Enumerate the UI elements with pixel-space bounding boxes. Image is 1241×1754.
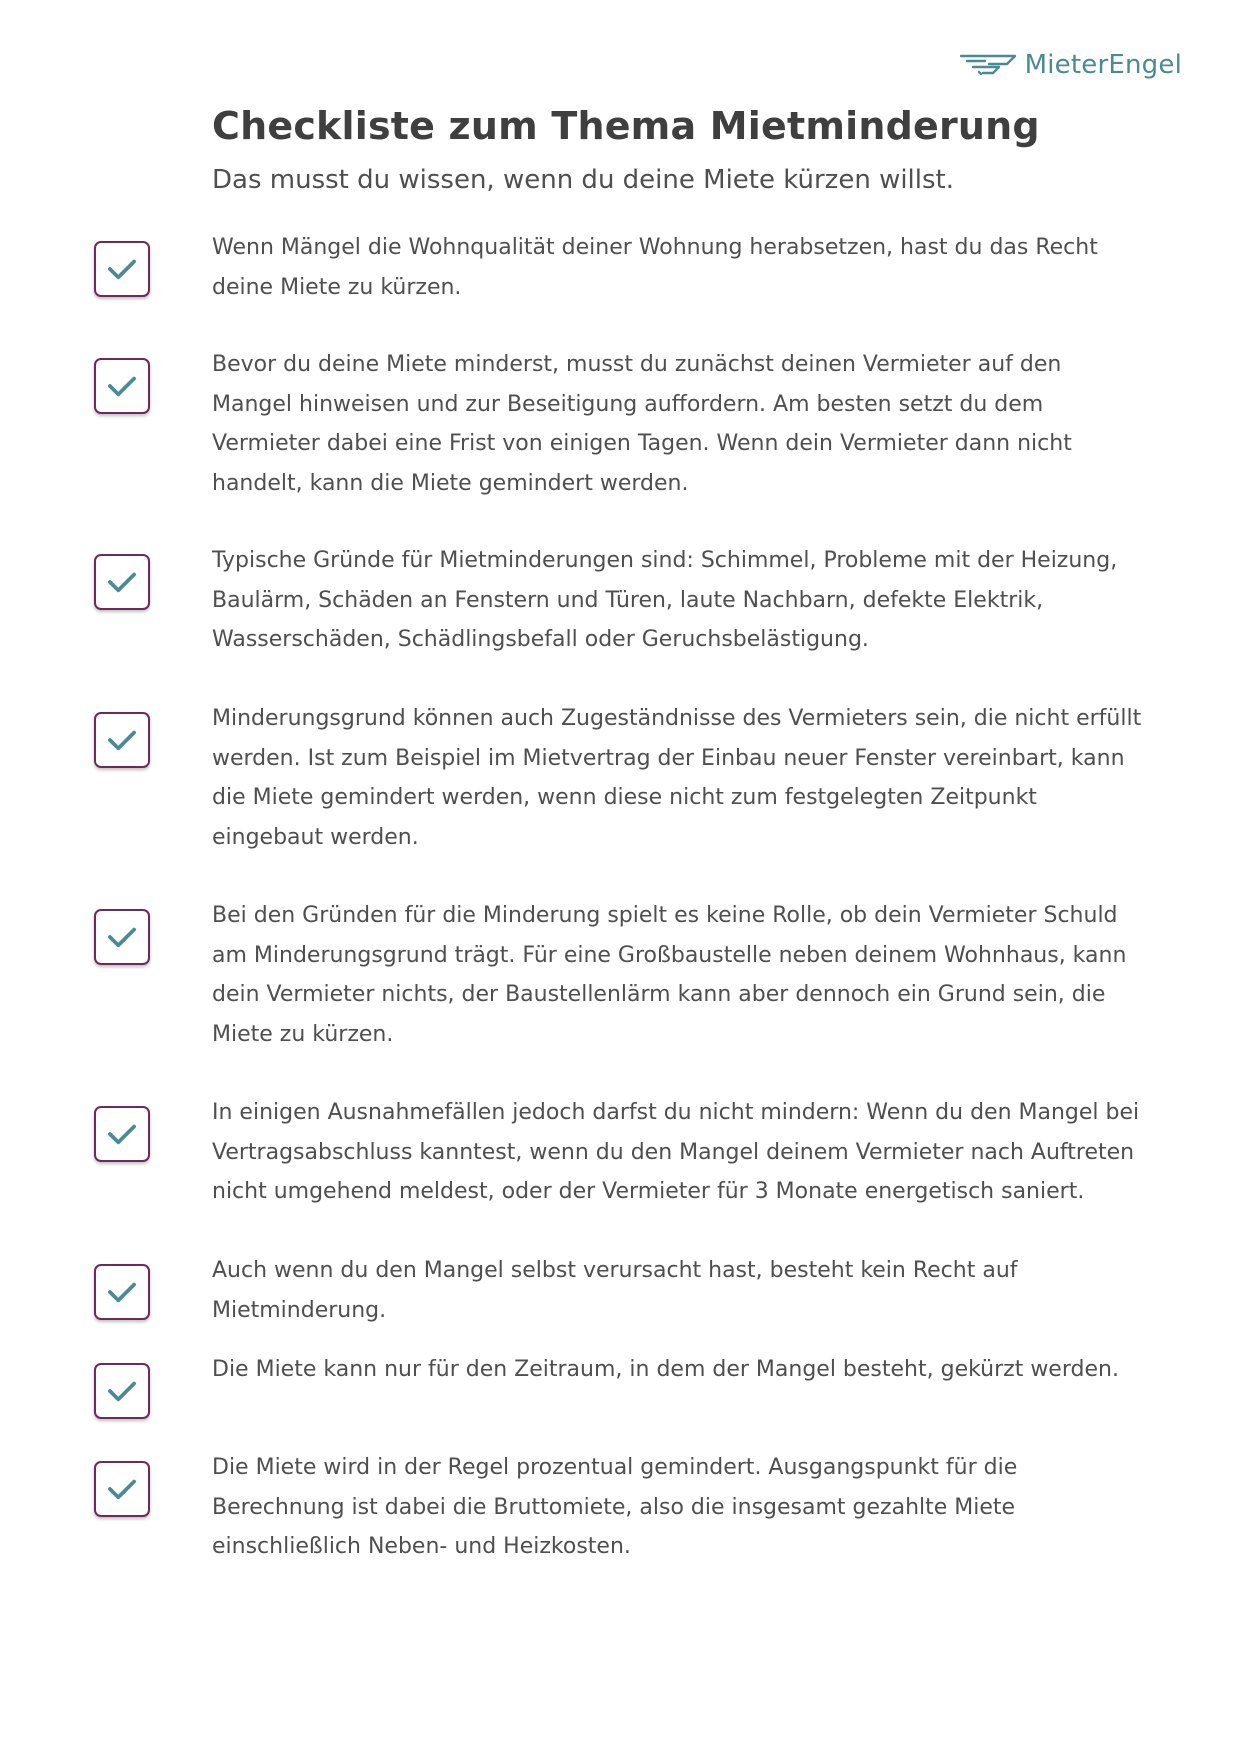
brand-name: MieterEngel [1024,50,1182,80]
page-title: Checkliste zum Thema Mietminderung [212,104,1040,148]
checkbox[interactable] [94,241,150,297]
brand-logo [959,50,1182,80]
checkmark-icon [96,1463,148,1515]
checklist-item-text: Die Miete wird in der Regel prozentual gemindert. Ausgangspunkt für die Berechnung ist dabei die Bruttomiete, also die insgesamt gezahlte Miete einschließlich Neben- und Heizkosten. [212,1455,1018,1559]
checkbox[interactable] [94,358,150,414]
checkbox[interactable] [94,1363,150,1419]
checklist-item-text: In einigen Ausnahmefällen jedoch darfst du nicht mindern: Wenn du den Mangel bei Vertragsabschluss kanntest, wenn du den Mangel deinem Vermieter nach Auftreten nicht umgehend meldest, oder der Vermieter für 3 Monate energetisch saniert. [212,1100,1140,1204]
checkbox[interactable] [94,1461,150,1517]
page-subtitle: Das musst du wissen, wenn du deine Miete kürzen willst. [212,165,955,195]
checklist-item-text: Die Miete kann nur für den Zeitraum, in dem der Mangel besteht, gekürzt werden. [212,1357,1119,1382]
checkmark-icon [96,714,148,766]
checklist-item-text: Typische Gründe für Mietminderungen sind: Schimmel, Probleme mit der Heizung, Baulärm, Schäden an Fenstern und Türen, laute Nachbarn, defekte Elektrik, Wasserschäden, Schädlingsbefall oder Geruchsbelästigung. [212,548,1118,652]
checkmark-icon [96,911,148,963]
checkbox[interactable] [94,1264,150,1320]
checkmark-icon [96,243,148,295]
checklist-item-text: Bevor du deine Miete minderst, musst du zunächst deinen Vermieter auf den Mangel hinweisen und zur Beseitigung auffordern. Am besten setzt du dem Vermieter dabei eine Frist von einigen Tagen. Wenn dein Vermieter dann nicht handelt, kann die Miete gemindert werden. [212,352,1072,496]
checkmark-icon [96,360,148,412]
checkbox[interactable] [94,554,150,610]
checkbox[interactable] [94,909,150,965]
checklist-item-text: Bei den Gründen für die Minderung spielt es keine Rolle, ob dein Vermieter Schuld am Minderungsgrund trägt. Für eine Großbaustelle neben deinem Wohnhaus, kann dein Vermieter nichts, der Baustellenlärm kann aber dennoch ein Grund sein, die Miete zu kürzen. [212,903,1127,1047]
checklist-item-text: Minderungsgrund können auch Zugeständnisse des Vermieters sein, die nicht erfüllt werden. Ist zum Beispiel im Mietvertrag der Einbau neuer Fenster vereinbart, kann die Miete gemindert werden, wenn diese nicht zum festgelegten Zeitpunkt eingebaut werden. [212,706,1142,850]
checklist-item-text: Wenn Mängel die Wohnqualität deiner Wohnung herabsetzen, hast du das Recht deine Miete zu kürzen. [212,235,1098,300]
checklist-item-text: Auch wenn du den Mangel selbst verursacht hast, besteht kein Recht auf Mietminderung. [212,1258,1018,1323]
checkmark-icon [96,1266,148,1318]
checkmark-icon [96,1365,148,1417]
checkbox[interactable] [94,712,150,768]
checkmark-icon [96,1108,148,1160]
checkbox[interactable] [94,1106,150,1162]
checkmark-icon [96,556,148,608]
wing-icon [959,52,1017,78]
